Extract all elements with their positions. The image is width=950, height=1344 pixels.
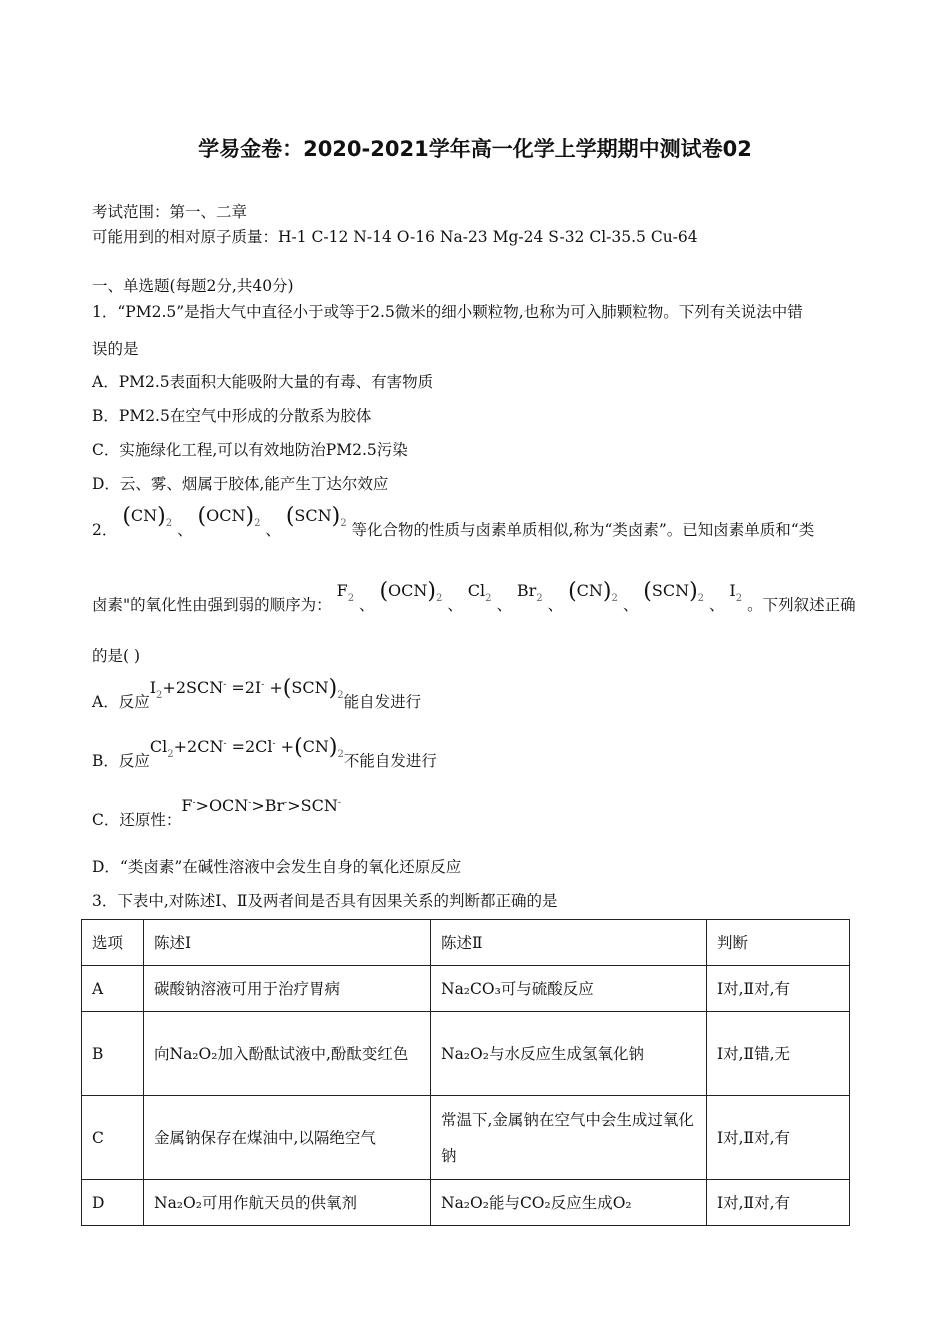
q1-option-c: C．实施绿化工程,可以有效地防治PM2.5污染 — [92, 441, 408, 459]
formula-i2: $I_2$ — [729, 581, 743, 604]
formula-reaction-a: $I_2+2SCN^- =2I^- +(SCN)_2$ — [149, 676, 344, 701]
q1-option-d: D．云、雾、烟属于胶体,能产生丁达尔效应 — [92, 475, 389, 493]
q2-option-b: B．反应$Cl_2+2CN^- =2Cl^- +(CN)_2$不能自发进行 — [92, 735, 437, 770]
formula-ocn2: $(OCN)_2$ — [197, 504, 261, 529]
table-cell: A — [82, 966, 144, 1012]
formula-cn2: $(CN)_2$ — [122, 504, 173, 529]
table-cell: Ⅰ对,Ⅱ错,无 — [707, 1012, 850, 1096]
table-cell: Na₂O₂可用作航天员的供氧剂 — [144, 1180, 431, 1226]
q2-option-a: A．反应$I_2+2SCN^- =2I^- +(SCN)_2$能自发进行 — [92, 676, 422, 711]
q2-stem-line2: 卤素"的氧化性由强到弱的顺序为： $F_2$ 、 $(OCN)_2$ 、 $Cl_2$ 、 $Br_2$ 、 $(CN)_2$ 、 $(SCN)_2$ 、 $I_2$ 。下列叙述正确 — [92, 579, 856, 614]
q1-option-a: A．PM2.5表面积大能吸附大量的有毒、有害物质 — [92, 373, 434, 391]
section-heading: 一、单选题(每题2分,共40分) — [92, 277, 294, 295]
table-cell: Ⅰ对,Ⅱ对,有 — [707, 1180, 850, 1226]
exam-scope: 考试范围：第一、二章 — [92, 203, 248, 221]
formula-cl2: $Cl_2$ — [467, 581, 492, 604]
table-row — [82, 1012, 850, 1096]
q2-stem-line1: 2． $(CN)_2$ 、 $(OCN)_2$ 、 $(SCN)_2$ 等化合物的性质与卤素单质相似,称为“类卤素”。已知卤素单质和“类 — [92, 504, 815, 539]
q1-stem-line1: 1．“PM2.5”是指大气中直径小于或等于2.5微米的细小颗粒物,也称为可入肺颗粒物。下列有关说法中错 — [92, 303, 803, 321]
formula-reducing-order: F->OCN->Br->SCN- — [181, 796, 341, 815]
table-cell: Ⅰ对,Ⅱ对,有 — [707, 966, 850, 1012]
formula-scn2: $(SCN)_2$ — [285, 504, 347, 529]
q1-stem-line2: 误的是 — [92, 340, 139, 358]
page-title: 学易金卷：2020-2021学年高一化学上学期期中测试卷02 — [198, 137, 752, 161]
table-cell: Na₂CO₃可与硫酸反应 — [431, 966, 707, 1012]
q2-text1: 等化合物的性质与卤素单质相似,称为“类卤素”。已知卤素单质和“类 — [351, 521, 815, 539]
table-cell: 金属钠保存在煤油中,以隔绝空气 — [144, 1096, 431, 1180]
formula-scn2-b: $(SCN)_2$ — [643, 579, 705, 604]
formula-br2: $Br_2$ — [516, 581, 543, 604]
q3-stem: 3．下表中,对陈述Ⅰ、Ⅱ及两者间是否具有因果关系的判断都正确的是 — [92, 892, 558, 910]
table-header-cell: 陈述Ⅱ — [431, 920, 707, 966]
table-cell: 向Na₂O₂加入酚酞试液中,酚酞变红色 — [144, 1012, 431, 1096]
table-cell: Ⅰ对,Ⅱ对,有 — [707, 1096, 850, 1180]
table-cell: C — [82, 1096, 144, 1180]
table-header-cell: 陈述Ⅰ — [144, 920, 431, 966]
q2-stem-line3: 的是( ) — [92, 647, 141, 665]
formula-f2: $F_2$ — [336, 581, 355, 604]
formula-reaction-b: $Cl_2+2CN^- =2Cl^- +(CN)_2$ — [149, 735, 344, 760]
table-row — [82, 1096, 850, 1180]
formula-ocn2-b: $(OCN)_2$ — [379, 579, 443, 604]
table-row — [82, 1180, 850, 1226]
formula-cn2-b: $(CN)_2$ — [568, 579, 618, 604]
table-cell: 常温下,金属钠在空气中会生成过氧化钠 — [431, 1096, 707, 1180]
table-cell: 碳酸钠溶液可用于治疗胃病 — [144, 966, 431, 1012]
table-cell: D — [82, 1180, 144, 1226]
table-cell: Na₂O₂能与CO₂反应生成O₂ — [431, 1180, 707, 1226]
atomic-masses: 可能用到的相对原子质量：H-1 C-12 N-14 O-16 Na-23 Mg-24 S-32 Cl-35.5 Cu-64 — [92, 228, 698, 246]
table-cell: B — [82, 1012, 144, 1096]
table-header-cell: 判断 — [707, 920, 850, 966]
table-header-cell: 选项 — [82, 920, 144, 966]
q2-number: 2． — [92, 521, 118, 539]
q3-table — [81, 919, 850, 1226]
q2-option-c: C．还原性：F->OCN->Br->SCN- — [92, 796, 341, 829]
q2-option-d: D．“类卤素”在碱性溶液中会发生自身的氧化还原反应 — [92, 858, 462, 876]
q1-option-b: B．PM2.5在空气中形成的分散系为胶体 — [92, 407, 372, 425]
table-header-row — [82, 920, 850, 966]
table-cell: Na₂O₂与水反应生成氢氧化钠 — [431, 1012, 707, 1096]
table-row — [82, 966, 850, 1012]
